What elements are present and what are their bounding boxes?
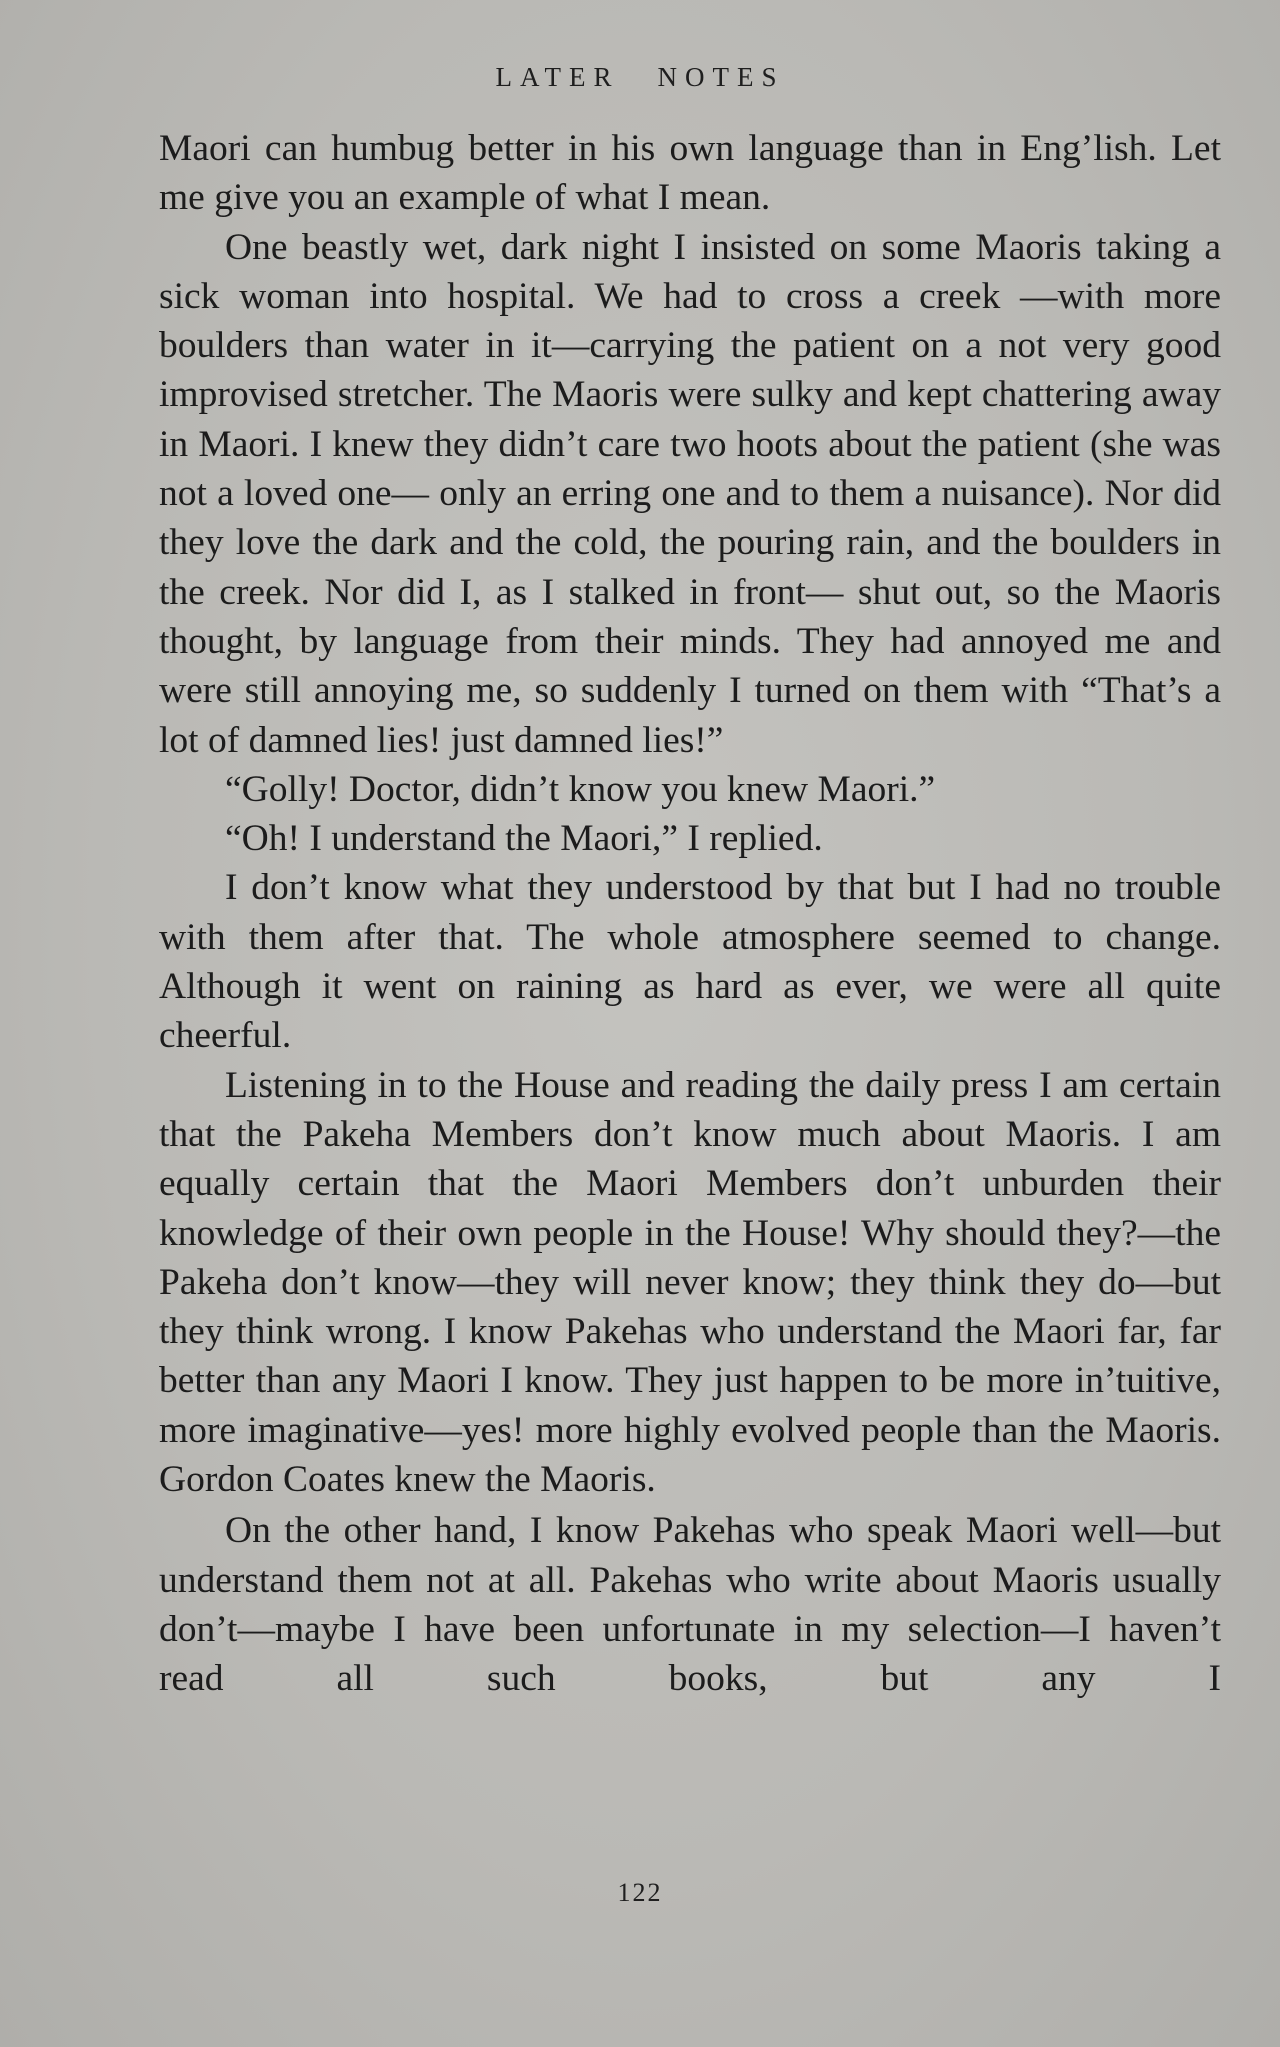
running-head xyxy=(0,62,1280,93)
running-head-right: NOTES xyxy=(657,62,785,92)
page-number: 122 xyxy=(617,1878,663,1907)
running-head-left: LATER xyxy=(495,62,620,92)
paragraph: One beastly wet, dark night I insisted on some Maoris taking a sick woman into hospital. We had to cross a creek —with more boulders than water in it—carrying the patient on a not very good improvised stretcher. The Maoris were sulky and kept chattering away in Maori. I knew they didn’t care two hoots about the patient (she was not a loved one— only an erring one and to them a nuisance). Nor did they love the dark and the cold, the pouring rain, and the boulders in the creek. Nor did I, as I stalked in front— shut out, so the Maoris thought, by language from their minds. They had annoyed me and were still annoying me, so suddenly I turned on them with “That’s a lot of damned lies! just damned lies!” xyxy=(159,226,1221,761)
paragraph: “Oh! I understand the Maori,” I replied. xyxy=(225,818,823,860)
body-text xyxy=(159,124,1221,1704)
paragraph: I don’t know what they understood by that but I had no trouble with them after that. The whole atmosphere seemed to change. Although it went on raining as hard as ever, we were all quite cheerful. xyxy=(159,867,1221,1057)
paragraph: On the other hand, I know Pakehas who speak Maori well—but understand them not at all. Pakehas who write about Maoris usually don’t—maybe I have been unfortunate in my selection—I haven’t read all such books, but any I xyxy=(159,1510,1221,1700)
paragraph: “Golly! Doctor, didn’t know you knew Maori.” xyxy=(225,768,936,810)
paragraph: Listening in to the House and reading the daily press I am certain that the Pakeha Members don’t know much about Maoris. I am equally certain that the Maori Members don’t unburden their knowledge of their own people in the House! Why should they?—the Pakeha don’t know—they will never know; they think they do—but they think wrong. I know Pakehas who understand the Maori far, far better than any Maori I know. They just happen to be more in’tuitive, more imaginative—yes! more highly evolved people than the Maoris. Gordon Coates knew the Maoris. xyxy=(159,1064,1221,1501)
paragraph: Maori can humbug better in his own language than in Eng’lish. Let me give you an example of what I mean. xyxy=(159,128,1221,219)
